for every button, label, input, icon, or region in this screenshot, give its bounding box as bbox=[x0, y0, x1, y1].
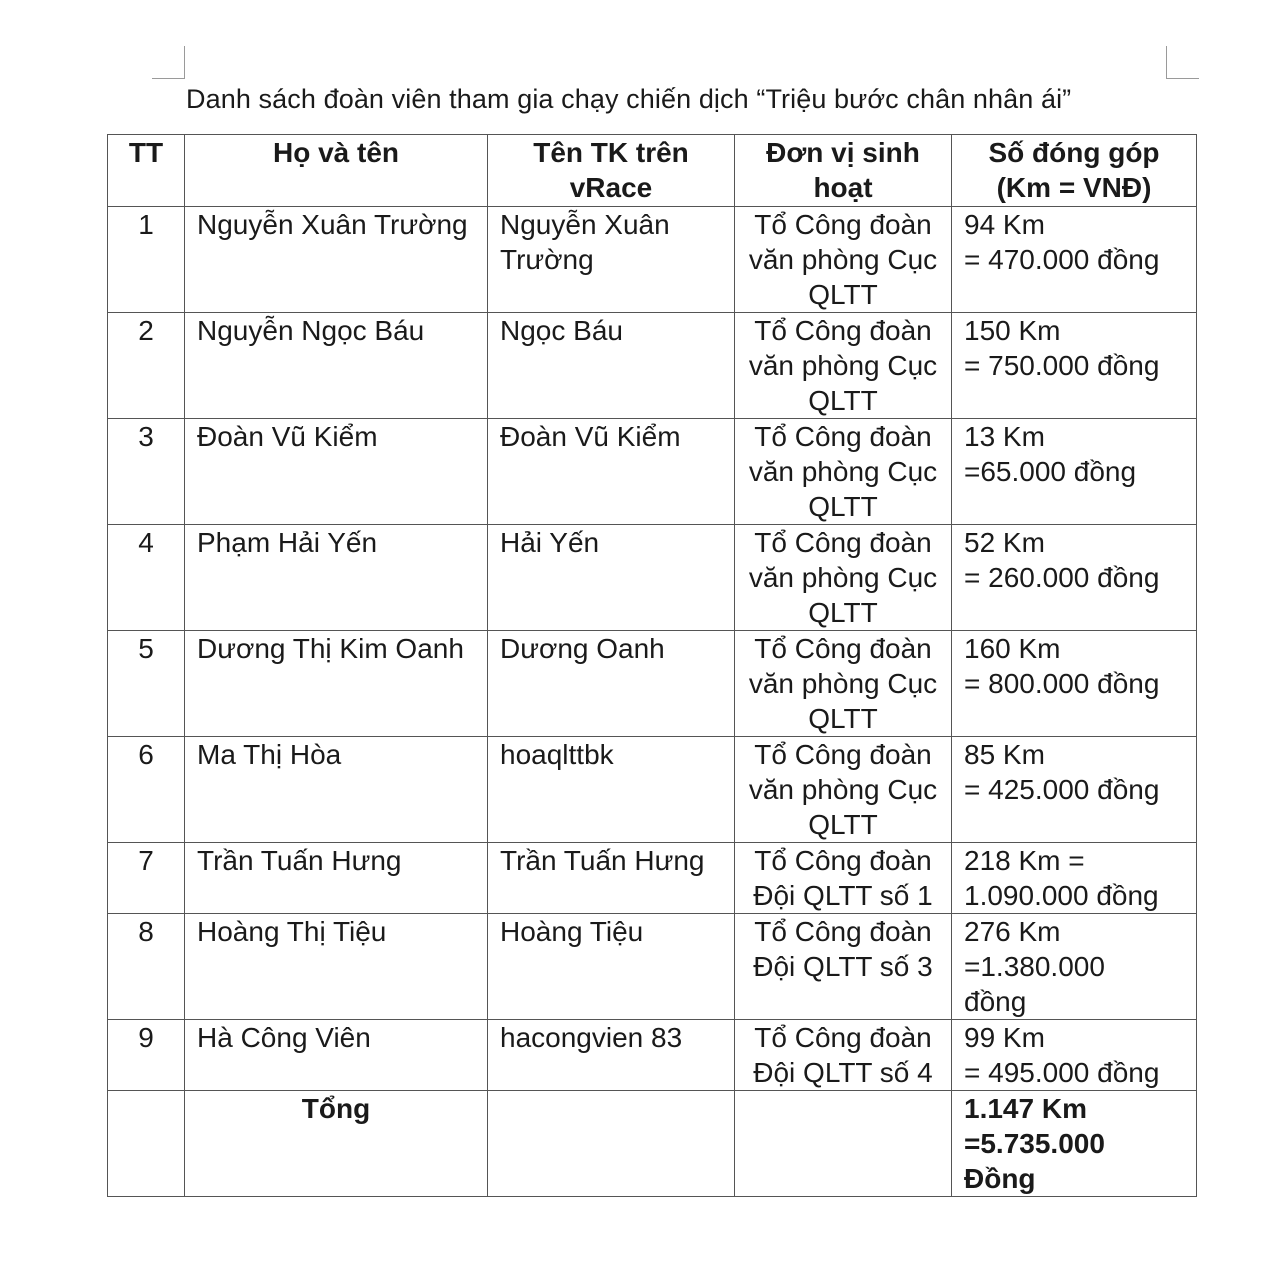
cell-account: hacongvien 83 bbox=[488, 1020, 735, 1091]
cell-unit: Tổ Công đoàn văn phòng Cục QLTT bbox=[735, 419, 952, 525]
cell-name: Hoàng Thị Tiệu bbox=[185, 914, 488, 1020]
table-header-row bbox=[108, 135, 1197, 207]
cell-tt: 4 bbox=[108, 525, 185, 631]
header-unit: Đơn vị sinh hoạt bbox=[735, 135, 952, 207]
cell-account: Nguyễn Xuân Trường bbox=[488, 207, 735, 313]
cell-tt: 6 bbox=[108, 737, 185, 843]
cell-unit bbox=[735, 1091, 952, 1197]
total-row bbox=[108, 1091, 1197, 1197]
cell-unit: Tổ Công đoàn Đội QLTT số 3 bbox=[735, 914, 952, 1020]
cell-tt: 5 bbox=[108, 631, 185, 737]
cell-account bbox=[488, 1091, 735, 1197]
cell-account: Đoàn Vũ Kiểm bbox=[488, 419, 735, 525]
member-table bbox=[107, 134, 1197, 1197]
cell-name: Phạm Hải Yến bbox=[185, 525, 488, 631]
cell-account: Hải Yến bbox=[488, 525, 735, 631]
cell-unit: Tổ Công đoàn văn phòng Cục QLTT bbox=[735, 313, 952, 419]
cell-contribution: 160 Km = 800.000 đồng bbox=[952, 631, 1197, 737]
cell-name: Dương Thị Kim Oanh bbox=[185, 631, 488, 737]
cell-name: Nguyễn Ngọc Báu bbox=[185, 313, 488, 419]
cell-name: Hà Công Viên bbox=[185, 1020, 488, 1091]
cell-unit: Tổ Công đoàn Đội QLTT số 1 bbox=[735, 843, 952, 914]
cell-account: hoaqlttbk bbox=[488, 737, 735, 843]
cell-unit: Tổ Công đoàn Đội QLTT số 4 bbox=[735, 1020, 952, 1091]
cell-tt bbox=[108, 1091, 185, 1197]
cell-tt: 1 bbox=[108, 207, 185, 313]
cell-tt: 3 bbox=[108, 419, 185, 525]
cell-contribution: 150 Km = 750.000 đồng bbox=[952, 313, 1197, 419]
cell-name: Nguyễn Xuân Trường bbox=[185, 207, 488, 313]
cell-name: Trần Tuấn Hưng bbox=[185, 843, 488, 914]
header-name: Họ và tên bbox=[185, 135, 488, 207]
table-row bbox=[108, 1020, 1197, 1091]
table-row bbox=[108, 843, 1197, 914]
document-title: Danh sách đoàn viên tham gia chạy chiến dịch “Triệu bước chân nhân ái” bbox=[186, 84, 1072, 114]
cell-account: Ngọc Báu bbox=[488, 313, 735, 419]
header-tt: TT bbox=[108, 135, 185, 207]
cell-contribution: 52 Km = 260.000 đồng bbox=[952, 525, 1197, 631]
cell-tt: 9 bbox=[108, 1020, 185, 1091]
cell-contribution: 13 Km =65.000 đồng bbox=[952, 419, 1197, 525]
header-contribution: Số đóng góp (Km = VNĐ) bbox=[952, 135, 1197, 207]
cell-unit: Tổ Công đoàn văn phòng Cục QLTT bbox=[735, 737, 952, 843]
cell-contribution: 218 Km = 1.090.000 đồng bbox=[952, 843, 1197, 914]
cell-contribution: 85 Km = 425.000 đồng bbox=[952, 737, 1197, 843]
cell-contribution: 276 Km =1.380.000 đồng bbox=[952, 914, 1197, 1020]
cell-tt: 7 bbox=[108, 843, 185, 914]
total-label: Tổng bbox=[185, 1091, 488, 1197]
table-row bbox=[108, 313, 1197, 419]
cell-account: Trần Tuấn Hưng bbox=[488, 843, 735, 914]
table-row bbox=[108, 737, 1197, 843]
cell-name: Đoàn Vũ Kiểm bbox=[185, 419, 488, 525]
cell-contribution: 94 Km = 470.000 đồng bbox=[952, 207, 1197, 313]
cell-name: Ma Thị Hòa bbox=[185, 737, 488, 843]
cell-account: Dương Oanh bbox=[488, 631, 735, 737]
cell-account: Hoàng Tiệu bbox=[488, 914, 735, 1020]
table-row bbox=[108, 525, 1197, 631]
page-corner-mark-left bbox=[152, 46, 185, 79]
cell-contribution: 99 Km = 495.000 đồng bbox=[952, 1020, 1197, 1091]
cell-unit: Tổ Công đoàn văn phòng Cục QLTT bbox=[735, 525, 952, 631]
cell-unit: Tổ Công đoàn văn phòng Cục QLTT bbox=[735, 207, 952, 313]
cell-tt: 2 bbox=[108, 313, 185, 419]
table-row bbox=[108, 914, 1197, 1020]
header-account: Tên TK trên vRace bbox=[488, 135, 735, 207]
cell-unit: Tổ Công đoàn văn phòng Cục QLTT bbox=[735, 631, 952, 737]
total-contribution: 1.147 Km =5.735.000 Đồng bbox=[952, 1091, 1197, 1197]
table-row bbox=[108, 631, 1197, 737]
page-corner-mark-right bbox=[1166, 46, 1199, 79]
cell-tt: 8 bbox=[108, 914, 185, 1020]
table-row bbox=[108, 207, 1197, 313]
table-row bbox=[108, 419, 1197, 525]
